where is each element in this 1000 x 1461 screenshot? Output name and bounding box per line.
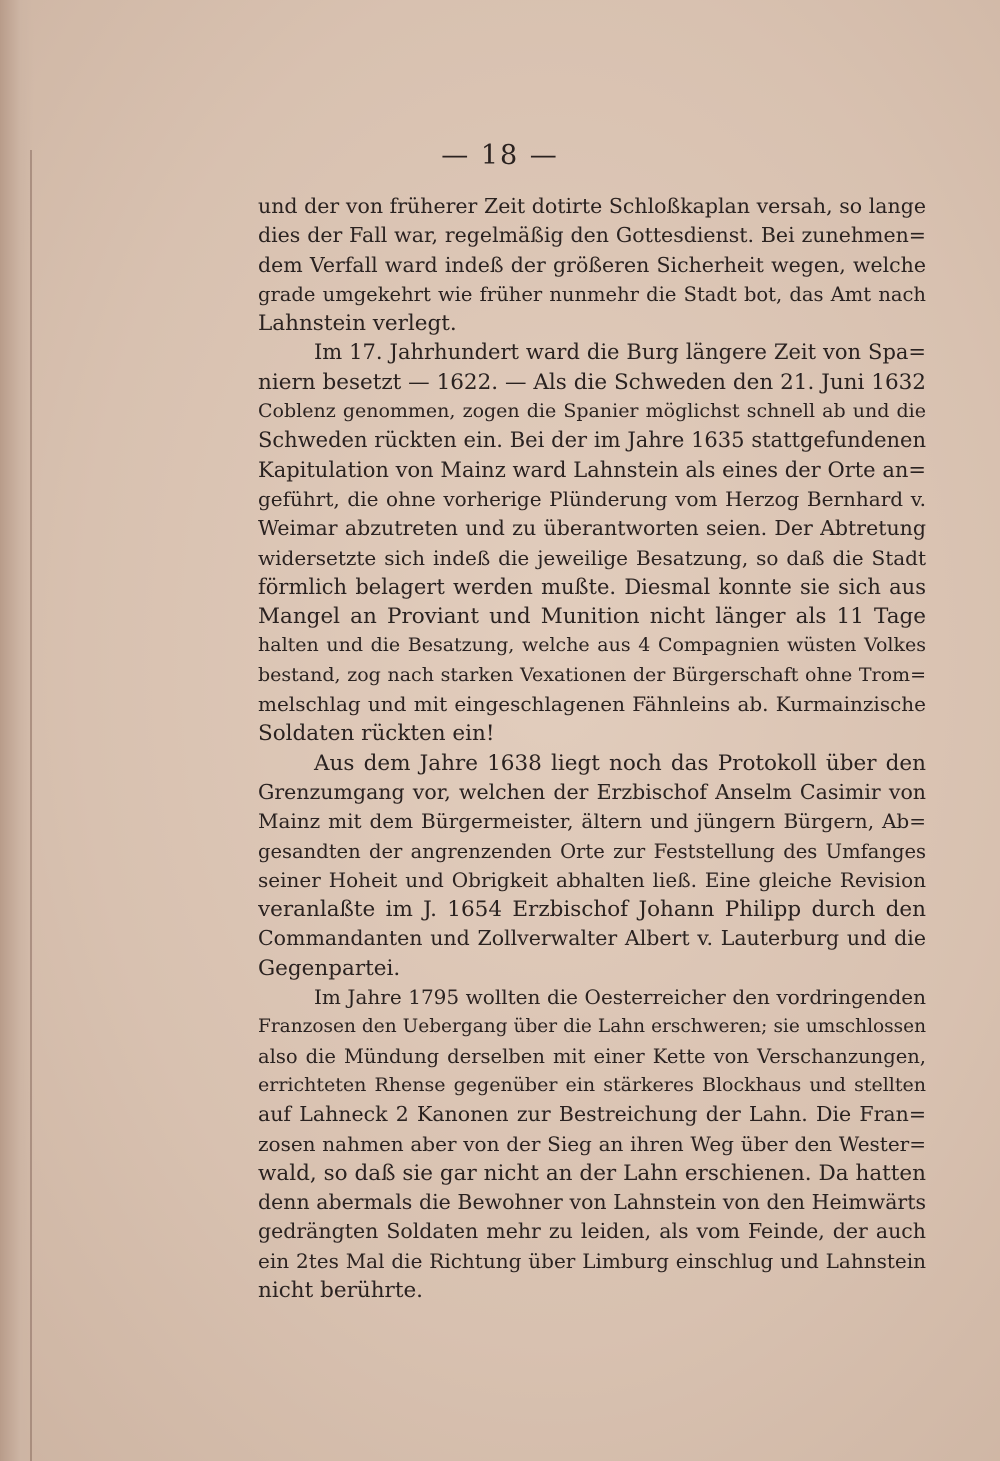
- binding-shadow: [0, 0, 34, 1461]
- text-line: gedrängten Soldaten mehr zu leiden, als vom Feinde, der auch: [258, 1219, 926, 1244]
- text-line: gesandten der angrenzenden Orte zur Feststellung des Umfanges: [258, 839, 926, 863]
- text-line: dies der Fall war, regelmäßig den Gottesdienst. Bei zunehmen=: [258, 223, 926, 248]
- text-line: also die Mündung derselben mit einer Kette von Verschanzungen,: [258, 1044, 926, 1068]
- text-line: Kapitulation von Mainz ward Lahnstein als eines der Orte an=: [258, 457, 926, 482]
- text-line: Weimar abzutreten und zu überantworten seien. Der Abtretung: [258, 516, 926, 541]
- text-line: Commandanten und Zollverwalter Albert v. Lauterburg und die: [258, 926, 926, 951]
- text-line: Mangel an Proviant und Munition nicht länger als 11 Tage: [258, 604, 926, 630]
- text-line: Grenzumgang vor, welchen der Erzbischof Anselm Casimir von: [258, 779, 926, 804]
- text-line: wald, so daß sie gar nicht an der Lahn erschienen. Da hatten: [258, 1160, 926, 1186]
- text-line: förmlich belagert werden mußte. Diesmal konnte sie sich aus: [258, 574, 926, 599]
- text-line: Soldaten rückten ein!: [258, 721, 495, 747]
- text-line: nicht berührte.: [258, 1277, 424, 1303]
- text-line: Lahnstein verlegt.: [258, 311, 457, 337]
- text-line: ein 2tes Mal die Richtung über Limburg einschlug und Lahnstein: [258, 1248, 926, 1273]
- text-line: Mainz mit dem Bürgermeister, ältern und jüngern Bürgern, Ab=: [258, 809, 926, 834]
- text-line: errichteten Rhense gegenüber ein stärkeres Blockhaus und stellten: [258, 1073, 926, 1096]
- text-line: seiner Hoheit und Obrigkeit abhalten ließ. Eine gleiche Revision: [258, 867, 926, 892]
- text-line: niern besetzt — 1622. — Als die Schweden den 21. Juni 1632: [258, 369, 926, 395]
- text-line: Gegenpartei.: [258, 955, 401, 981]
- text-line: widersetzte sich indeß die jeweilige Besatzung, so daß die Stadt: [258, 545, 926, 570]
- text-line: Im Jahre 1795 wollten die Oesterreicher den vordringenden: [314, 985, 926, 1010]
- text-line: Aus dem Jahre 1638 liegt noch das Protokoll über den: [314, 750, 926, 776]
- text-line: dem Verfall ward indeß der größeren Sicherheit wegen, welche: [258, 252, 926, 277]
- text-line: grade umgekehrt wie früher nunmehr die Stadt bot, das Amt nach: [258, 282, 926, 306]
- text-line: denn abermals die Bewohner von Lahnstein von den Heimwärts: [258, 1190, 926, 1215]
- page-number: — 18 —: [441, 140, 559, 171]
- text-line: Schweden rückten ein. Bei der im Jahre 1635 stattgefundenen: [258, 428, 926, 453]
- text-line: melschlag und mit eingeschlagenen Fähnleins ab. Kurmainzische: [258, 692, 926, 717]
- text-line: Coblenz genommen, zogen die Spanier möglichst schnell ab und die: [258, 400, 926, 423]
- text-line: halten und die Besatzung, welche aus 4 Compagnien wüsten Volkes: [258, 634, 926, 657]
- page-edge-line: [30, 150, 32, 1461]
- text-line: zosen nahmen aber von der Sieg an ihren Weg über den Wester=: [258, 1131, 926, 1156]
- body-text: [258, 192, 926, 1305]
- text-line: und der von früherer Zeit dotirte Schloßkaplan versah, so lange: [258, 194, 926, 218]
- text-line: Franzosen den Uebergang über die Lahn erschweren; sie umschlossen: [258, 1016, 926, 1038]
- text-line: Im 17. Jahrhundert ward die Burg längere Zeit von Spa=: [314, 340, 926, 365]
- text-line: veranlaßte im J. 1654 Erzbischof Johann Philipp durch den: [258, 897, 926, 923]
- text-line: auf Lahneck 2 Kanonen zur Bestreichung der Lahn. Die Fran=: [258, 1102, 926, 1127]
- text-line: bestand, zog nach starken Vexationen der Bürgerschaft ohne Trom=: [258, 663, 926, 686]
- text-line: geführt, die ohne vorherige Plünderung vom Herzog Bernhard v.: [258, 486, 926, 511]
